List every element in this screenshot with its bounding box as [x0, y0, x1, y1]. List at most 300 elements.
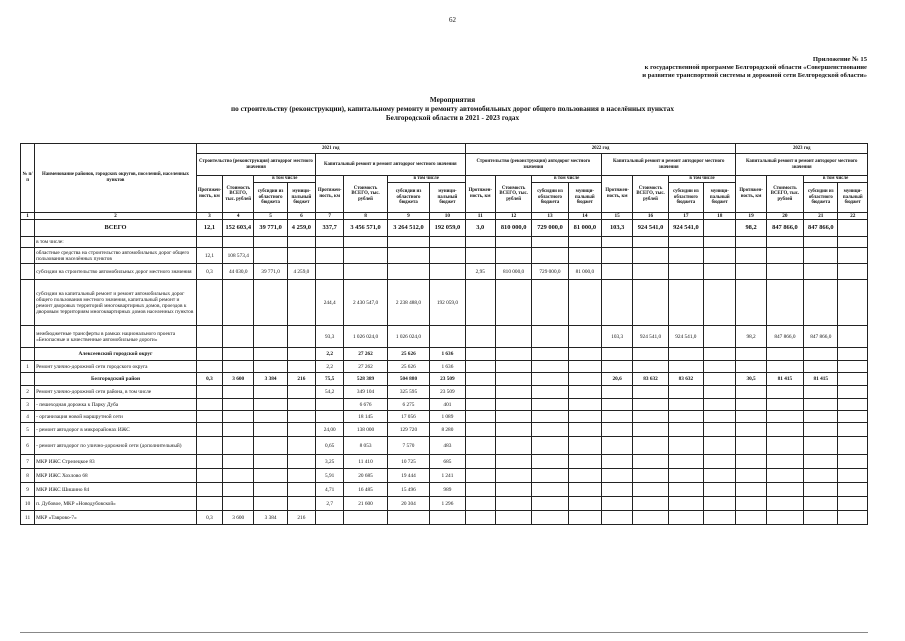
value-cell [430, 264, 465, 280]
value-cell [430, 511, 465, 525]
value-cell: 93,3 [316, 326, 344, 348]
value-cell: 3 384 [254, 373, 287, 386]
appendix-line-2: к государственной программе Белгородской области «Совершенствование [644, 64, 867, 71]
value-cell [838, 361, 868, 373]
value-cell [704, 373, 736, 386]
value-cell [633, 348, 668, 361]
value-cell: 12,1 [196, 248, 222, 264]
value-cell [602, 455, 633, 469]
value-cell [633, 361, 668, 373]
row-number: 9 [21, 483, 35, 497]
value-cell: 1 089 [430, 411, 465, 423]
row-name: - ремонт автодорог по улично-дорожной сети (дополнительный) [35, 437, 197, 455]
header-incl: в том числе [668, 176, 736, 183]
page-number: 62 [449, 16, 456, 24]
row-number: 11 [21, 511, 35, 525]
value-cell [495, 423, 531, 437]
value-cell [602, 469, 633, 483]
value-cell [704, 399, 736, 411]
table-row [21, 483, 868, 497]
value-cell [465, 326, 495, 348]
value-cell [465, 411, 495, 423]
value-cell [223, 280, 254, 326]
value-cell [465, 399, 495, 411]
value-cell: 16 485 [344, 483, 387, 497]
value-cell [495, 497, 531, 511]
header-length: Протяжен-ность, км [316, 176, 344, 213]
value-cell [196, 497, 222, 511]
value-cell: 17 056 [387, 411, 429, 423]
value-cell [465, 511, 495, 525]
value-cell [766, 280, 803, 326]
value-cell: 989 [430, 483, 465, 497]
value-cell: 23 509 [430, 386, 465, 399]
value-cell [223, 455, 254, 469]
value-cell [668, 423, 703, 437]
value-cell [736, 411, 766, 423]
value-cell: 81 000,0 [568, 220, 601, 237]
table-row [21, 497, 868, 511]
value-cell [495, 348, 531, 361]
value-cell [568, 511, 601, 525]
value-cell [602, 348, 633, 361]
value-cell [532, 386, 568, 399]
value-cell [736, 386, 766, 399]
value-cell: 729 000,0 [532, 220, 568, 237]
value-cell [766, 386, 803, 399]
value-cell [465, 455, 495, 469]
value-cell: 152 603,4 [223, 220, 254, 237]
value-cell [532, 455, 568, 469]
value-cell: 3,0 [465, 220, 495, 237]
value-cell [804, 280, 838, 326]
header-length: Протяжен-ность, км [602, 176, 633, 213]
value-cell [254, 386, 287, 399]
value-cell: 401 [430, 399, 465, 411]
value-cell [223, 423, 254, 437]
row-name: МКР ИЖС Шишино 84 [35, 483, 197, 497]
row-number [21, 248, 35, 264]
value-cell [668, 237, 703, 248]
value-cell [668, 399, 703, 411]
value-cell [804, 348, 838, 361]
value-cell [704, 469, 736, 483]
value-cell [568, 455, 601, 469]
value-cell [223, 399, 254, 411]
value-cell [704, 483, 736, 497]
value-cell: 4 259,0 [287, 264, 315, 280]
value-cell: 2,2 [316, 348, 344, 361]
value-cell: 847 866,0 [766, 326, 803, 348]
value-cell [287, 411, 315, 423]
value-cell [254, 361, 287, 373]
value-cell: 1 026 024,0 [344, 326, 387, 348]
value-cell [287, 455, 315, 469]
value-cell: 1 241 [430, 469, 465, 483]
value-cell [223, 386, 254, 399]
value-cell [495, 455, 531, 469]
value-cell [704, 248, 736, 264]
value-cell [465, 361, 495, 373]
value-cell [633, 399, 668, 411]
table-row [21, 220, 868, 237]
value-cell [766, 248, 803, 264]
header-municipal: муници-пальный бюджет [287, 183, 315, 213]
value-cell [838, 280, 868, 326]
value-cell: 103,3 [602, 220, 633, 237]
value-cell [223, 483, 254, 497]
value-cell [344, 248, 387, 264]
value-cell [602, 483, 633, 497]
value-cell [602, 264, 633, 280]
value-cell: 3 264 512,0 [387, 220, 429, 237]
value-cell [668, 511, 703, 525]
value-cell [766, 348, 803, 361]
column-index-row [21, 213, 868, 220]
header-municipal: муници-пальный бюджет [838, 183, 868, 213]
value-cell [668, 248, 703, 264]
column-index-cell: 20 [766, 213, 803, 220]
value-cell: 6 676 [344, 399, 387, 411]
value-cell: 216 [287, 511, 315, 525]
value-cell [736, 264, 766, 280]
value-cell [316, 399, 344, 411]
value-cell [387, 248, 429, 264]
value-cell [568, 348, 601, 361]
value-cell [316, 248, 344, 264]
value-cell [495, 237, 531, 248]
row-number [21, 326, 35, 348]
row-name: - ремонт автодорог в микрорайонах ИЖС [35, 423, 197, 437]
value-cell [736, 497, 766, 511]
value-cell [254, 411, 287, 423]
header-incl: в том числе [254, 176, 316, 183]
header-year-2023: 2023 год [736, 144, 868, 154]
value-cell [633, 264, 668, 280]
value-cell [668, 455, 703, 469]
value-cell [736, 455, 766, 469]
value-cell [387, 511, 429, 525]
value-cell [254, 497, 287, 511]
value-cell [344, 264, 387, 280]
value-cell [254, 423, 287, 437]
value-cell [287, 348, 315, 361]
value-cell [568, 386, 601, 399]
column-index-cell: 18 [704, 213, 736, 220]
value-cell: 3 600 [223, 511, 254, 525]
header-subsidy: субсидии из областного бюджета [668, 183, 703, 213]
value-cell: 27 262 [344, 361, 387, 373]
column-index-cell: 13 [532, 213, 568, 220]
value-cell: 30,5 [736, 373, 766, 386]
value-cell [568, 373, 601, 386]
row-number [21, 280, 35, 326]
value-cell [465, 386, 495, 399]
table-row [21, 399, 868, 411]
header-cost: Стоимость ВСЕГО, тыс. рублей [766, 176, 803, 213]
value-cell [532, 411, 568, 423]
value-cell [838, 455, 868, 469]
value-cell [532, 280, 568, 326]
value-cell [495, 361, 531, 373]
value-cell [316, 411, 344, 423]
value-cell: 1 296 [430, 497, 465, 511]
header-cost: Стоимость ВСЕГО, тыс. рублей [495, 176, 531, 213]
value-cell [804, 511, 838, 525]
value-cell: 1 636 [430, 361, 465, 373]
value-cell [568, 248, 601, 264]
value-cell: 729 000,0 [532, 264, 568, 280]
value-cell [223, 348, 254, 361]
value-cell [633, 411, 668, 423]
value-cell [532, 237, 568, 248]
value-cell: 1 636 [430, 348, 465, 361]
value-cell [602, 423, 633, 437]
header-length: Протяжен-ность, км [196, 176, 222, 213]
value-cell [838, 399, 868, 411]
value-cell [736, 469, 766, 483]
value-cell [196, 237, 222, 248]
title-line-2: по строительству (реконструкции), капитальному ремонту и ремонту автомобильных дорог общего пользования в населённых пунктах [231, 105, 674, 113]
column-index-cell: 19 [736, 213, 766, 220]
value-cell [838, 423, 868, 437]
table-row [21, 386, 868, 399]
value-cell [804, 237, 838, 248]
table-row [21, 455, 868, 469]
value-cell [602, 497, 633, 511]
row-number: 2 [21, 386, 35, 399]
value-cell [704, 411, 736, 423]
value-cell [465, 237, 495, 248]
value-cell [196, 437, 222, 455]
header-municipal: муници-пальный бюджет [430, 183, 465, 213]
value-cell [287, 497, 315, 511]
value-cell [344, 511, 387, 525]
column-index-cell: 5 [254, 213, 287, 220]
value-cell [254, 280, 287, 326]
value-cell [465, 280, 495, 326]
value-cell [704, 326, 736, 348]
value-cell [387, 264, 429, 280]
column-index-cell: 4 [223, 213, 254, 220]
value-cell [766, 511, 803, 525]
value-cell [668, 264, 703, 280]
row-number: 5 [21, 423, 35, 437]
value-cell [196, 423, 222, 437]
value-cell [532, 437, 568, 455]
table-row [21, 361, 868, 373]
value-cell [495, 469, 531, 483]
value-cell [766, 399, 803, 411]
value-cell: 325 595 [387, 386, 429, 399]
value-cell [736, 437, 766, 455]
appendix-line-1: Приложение № 15 [812, 56, 867, 63]
value-cell [387, 237, 429, 248]
appendix-line-3: и развитие транспортной системы и дорожной сети Белгородской области» [642, 72, 867, 79]
value-cell: 2,95 [465, 264, 495, 280]
column-index-cell: 7 [316, 213, 344, 220]
value-cell: 216 [287, 373, 315, 386]
table-row [21, 237, 868, 248]
value-cell: 7 570 [387, 437, 429, 455]
table-row [21, 280, 868, 326]
value-cell [254, 437, 287, 455]
value-cell: 244,4 [316, 280, 344, 326]
value-cell [430, 237, 465, 248]
value-cell [465, 437, 495, 455]
table-row [21, 437, 868, 455]
value-cell: 11 410 [344, 455, 387, 469]
row-name: Ремонт улично-дорожной сети городского округа [35, 361, 197, 373]
table-row [21, 348, 868, 361]
value-cell: 138 000 [344, 423, 387, 437]
value-cell [344, 237, 387, 248]
row-name: МКР «Таврово-7» [35, 511, 197, 525]
value-cell [704, 220, 736, 237]
column-index-cell: 10 [430, 213, 465, 220]
value-cell [254, 348, 287, 361]
header-no: № п/п [21, 144, 35, 213]
row-number [21, 348, 35, 361]
value-cell [736, 248, 766, 264]
value-cell [602, 386, 633, 399]
value-cell [736, 483, 766, 497]
value-cell: 0,65 [316, 437, 344, 455]
value-cell [223, 326, 254, 348]
value-cell [287, 248, 315, 264]
header-length: Протяжен-ность, км [465, 176, 495, 213]
value-cell [602, 511, 633, 525]
header-subsidy: субсидии из областного бюджета [804, 183, 838, 213]
value-cell [602, 399, 633, 411]
header-municipal: муници-пальный бюджет [568, 183, 601, 213]
value-cell [704, 348, 736, 361]
value-cell: 81 415 [804, 373, 838, 386]
column-index-cell: 1 [21, 213, 35, 220]
value-cell [633, 280, 668, 326]
value-cell [766, 469, 803, 483]
header-subsidy: субсидии из областного бюджета [254, 183, 287, 213]
value-cell [223, 437, 254, 455]
document-title [0, 96, 905, 123]
appendix-note [642, 56, 867, 80]
value-cell: 54,2 [316, 386, 344, 399]
value-cell [704, 455, 736, 469]
table-row [21, 248, 868, 264]
value-cell [704, 437, 736, 455]
row-name: в том числе: [35, 237, 197, 248]
row-number [21, 373, 35, 386]
value-cell [633, 469, 668, 483]
value-cell: 0,3 [196, 373, 222, 386]
value-cell [838, 248, 868, 264]
column-index-cell: 17 [668, 213, 703, 220]
value-cell [766, 437, 803, 455]
value-cell [838, 220, 868, 237]
value-cell [602, 437, 633, 455]
value-cell [223, 497, 254, 511]
value-cell [668, 437, 703, 455]
value-cell [838, 264, 868, 280]
value-cell [287, 326, 315, 348]
value-cell: 2 238 488,0 [387, 280, 429, 326]
value-cell: 192 059,0 [430, 280, 465, 326]
value-cell: 83 632 [668, 373, 703, 386]
value-cell [254, 248, 287, 264]
value-cell [704, 511, 736, 525]
table-row [21, 373, 868, 386]
value-cell [532, 248, 568, 264]
value-cell [766, 497, 803, 511]
value-cell [316, 511, 344, 525]
value-cell [287, 386, 315, 399]
header-subsidy: субсидии из областного бюджета [387, 183, 429, 213]
value-cell: 0,3 [196, 511, 222, 525]
value-cell: 924 541,0 [633, 220, 668, 237]
value-cell [633, 483, 668, 497]
value-cell: 6 275 [387, 399, 429, 411]
value-cell: 810 000,0 [495, 220, 531, 237]
value-cell [766, 237, 803, 248]
value-cell [804, 248, 838, 264]
row-number [21, 237, 35, 248]
value-cell [223, 411, 254, 423]
value-cell [254, 326, 287, 348]
value-cell [668, 497, 703, 511]
column-index-cell: 21 [804, 213, 838, 220]
value-cell [465, 373, 495, 386]
column-index-cell: 14 [568, 213, 601, 220]
value-cell [495, 386, 531, 399]
value-cell [196, 411, 222, 423]
value-cell [568, 326, 601, 348]
value-cell: 25 626 [387, 348, 429, 361]
value-cell [465, 469, 495, 483]
value-cell [196, 348, 222, 361]
value-cell [736, 511, 766, 525]
value-cell: 108 573,4 [223, 248, 254, 264]
value-cell [532, 373, 568, 386]
value-cell: 20,6 [602, 373, 633, 386]
value-cell [196, 399, 222, 411]
table-row [21, 469, 868, 483]
row-name: - пешеходная дорожка к Парку Дуба [35, 399, 197, 411]
row-name: - организация новой маршрутной сети [35, 411, 197, 423]
value-cell [804, 483, 838, 497]
column-index-cell: 3 [196, 213, 222, 220]
value-cell: 8 053 [344, 437, 387, 455]
value-cell: 810 000,0 [495, 264, 531, 280]
value-cell [568, 437, 601, 455]
value-cell [495, 326, 531, 348]
value-cell [838, 411, 868, 423]
header-cap-2023: Капитальный ремонт и ремонт автодорог местного значения [736, 154, 868, 176]
value-cell [602, 237, 633, 248]
value-cell [568, 361, 601, 373]
column-index-cell: 12 [495, 213, 531, 220]
value-cell [568, 237, 601, 248]
row-number: 1 [21, 361, 35, 373]
value-cell [465, 423, 495, 437]
value-cell: 23 509 [430, 373, 465, 386]
value-cell [838, 237, 868, 248]
row-name: МКР ИЖС Стрелецкое 83 [35, 455, 197, 469]
table-row [21, 264, 868, 280]
value-cell [838, 511, 868, 525]
value-cell [704, 237, 736, 248]
value-cell: 3 600 [223, 373, 254, 386]
value-cell: 924 541,0 [633, 326, 668, 348]
